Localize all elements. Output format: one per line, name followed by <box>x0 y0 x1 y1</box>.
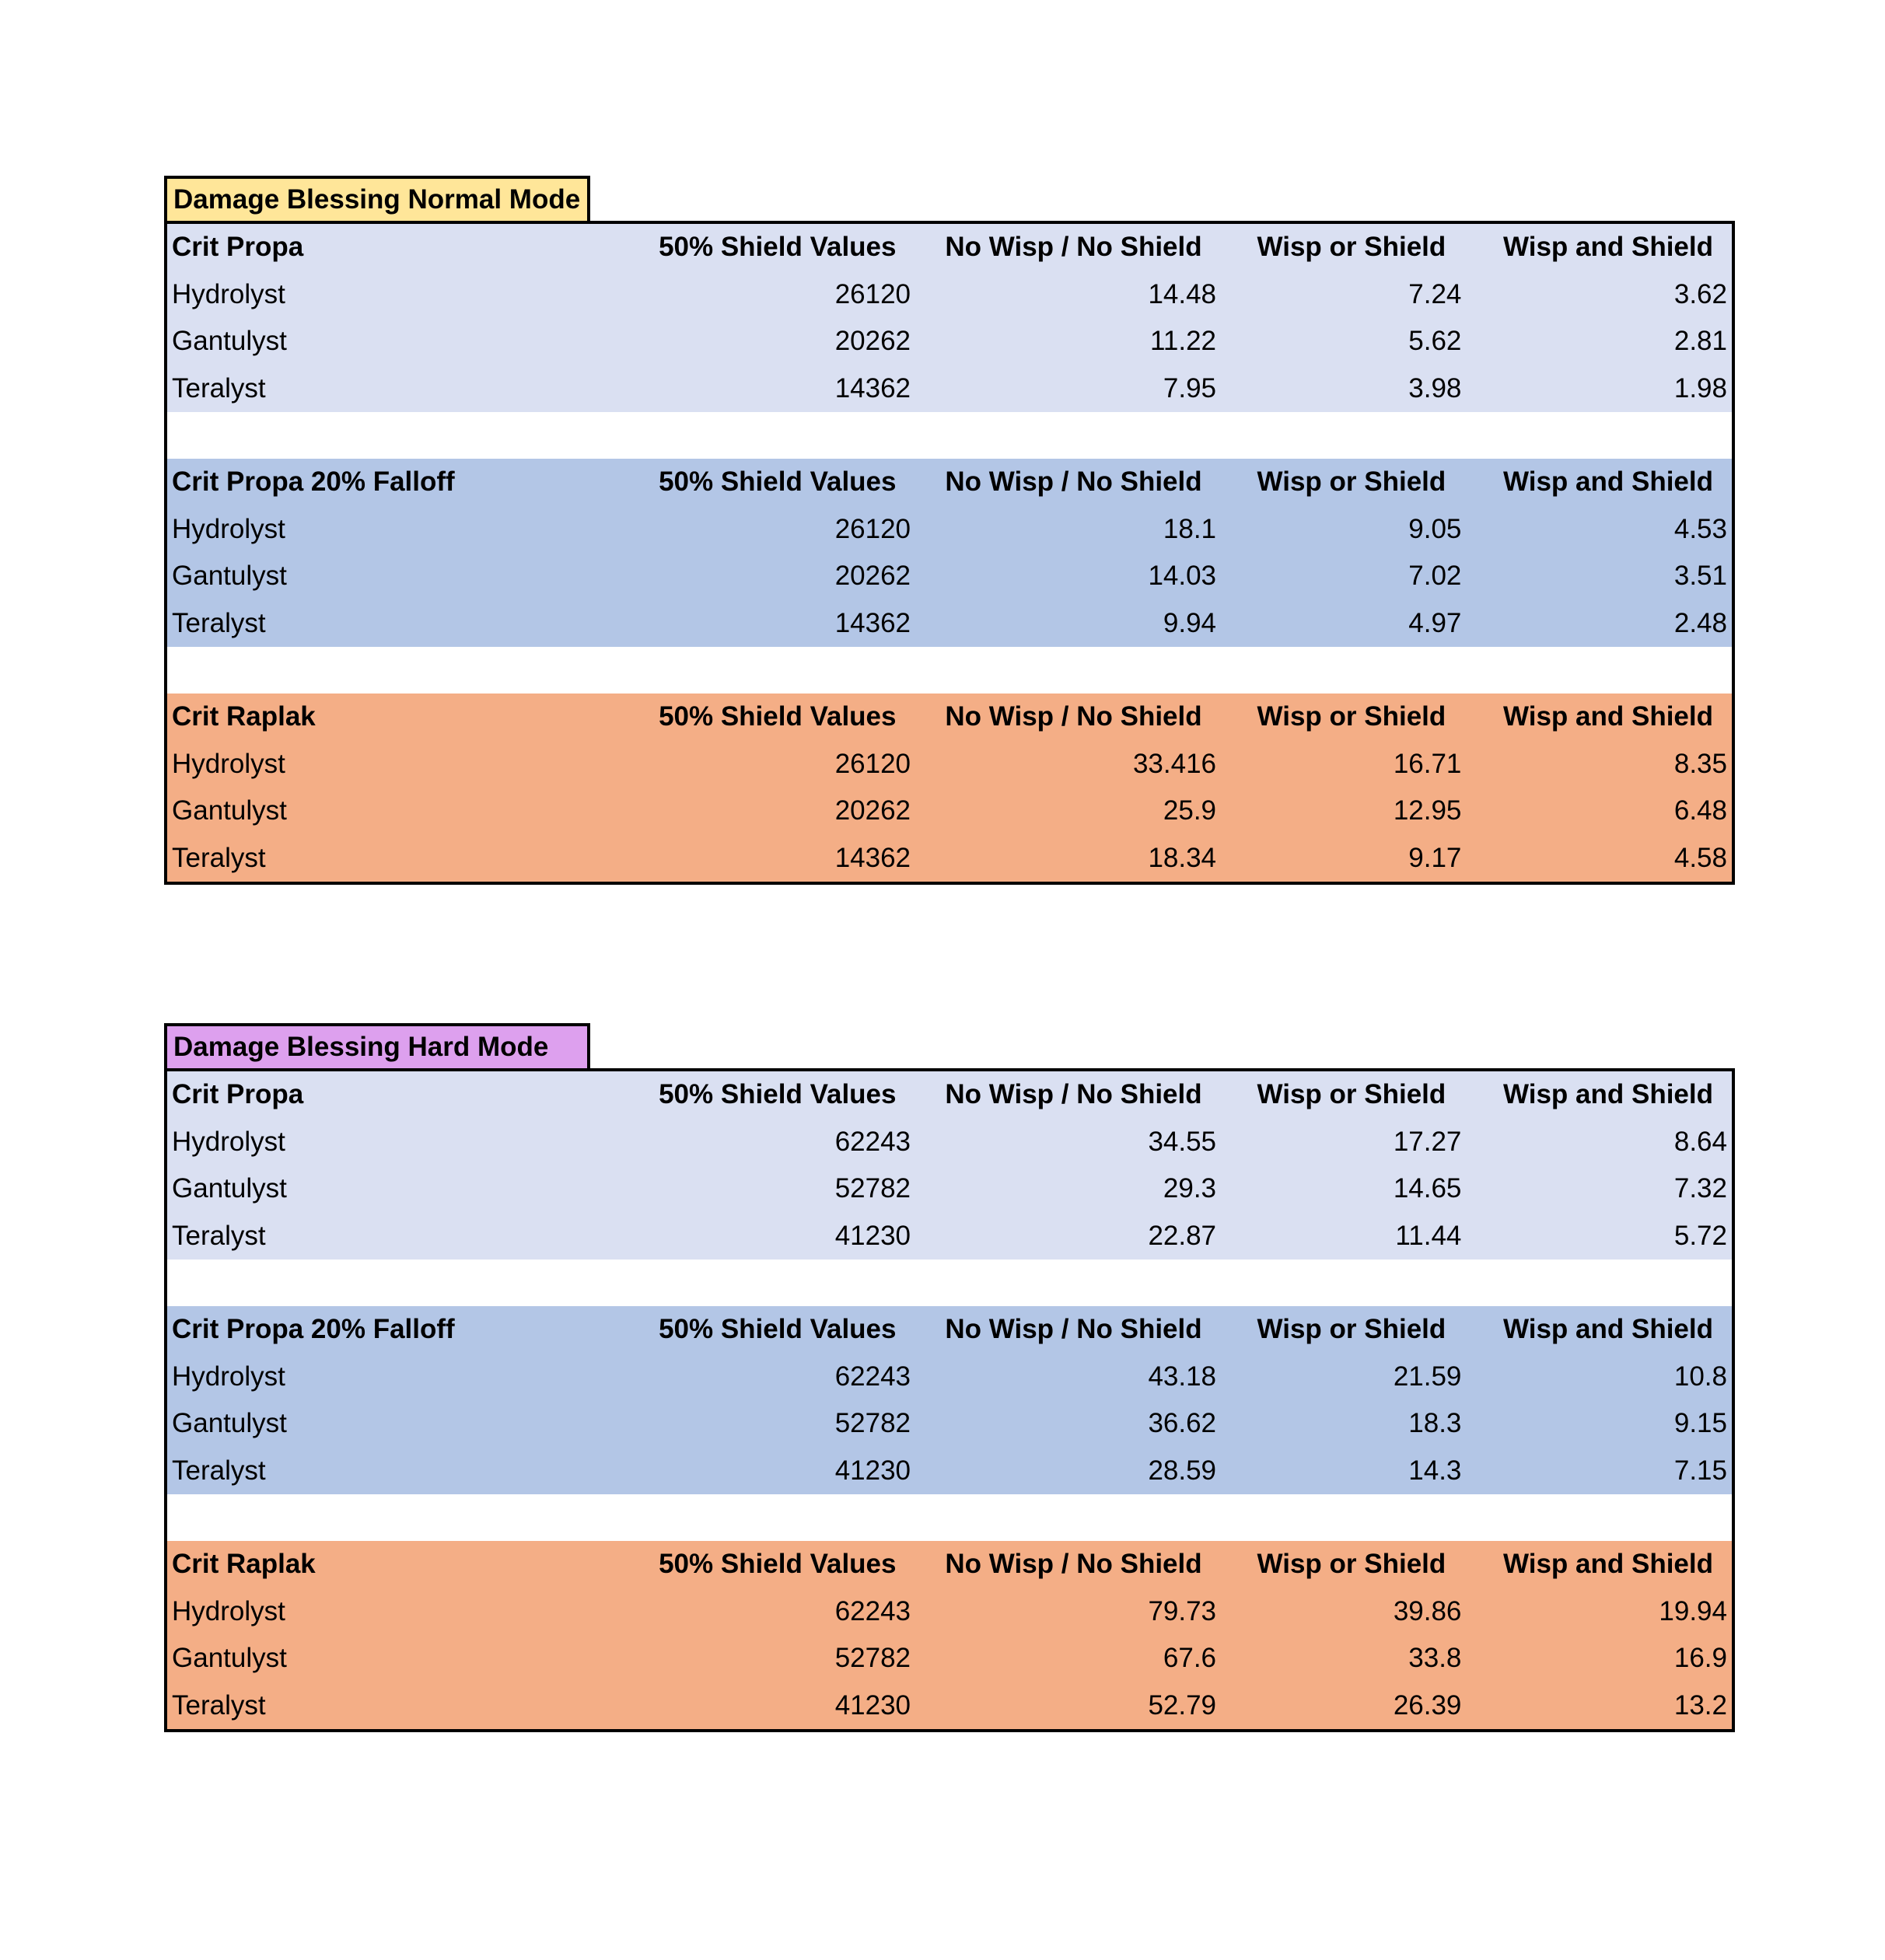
value-cell: 36.62 <box>1148 1408 1217 1439</box>
value-cell: 11.44 <box>1395 1220 1462 1251</box>
value-cell: 79.73 <box>1148 1595 1217 1626</box>
crit-raplak-block <box>167 694 1732 882</box>
block-title-cell: Crit Propa 20% Falloff <box>172 466 455 498</box>
table-row <box>167 1119 1732 1166</box>
value-cell: 62243 <box>834 1126 911 1157</box>
value-cell: 7.15 <box>1673 1455 1727 1486</box>
value-cell: 19.94 <box>1659 1595 1727 1626</box>
table-header-row <box>167 1541 1732 1588</box>
column-header: 50% Shield Values <box>659 466 897 498</box>
value-cell: 9.94 <box>1163 607 1217 638</box>
value-cell: 7.32 <box>1673 1173 1727 1204</box>
boss-name-cell: Gantulyst <box>172 1173 287 1204</box>
value-cell: 2.81 <box>1673 326 1727 357</box>
block-title-cell: Crit Raplak <box>172 1549 316 1580</box>
column-header: 50% Shield Values <box>659 232 897 263</box>
table-row <box>167 1682 1732 1730</box>
value-cell: 52782 <box>834 1408 911 1439</box>
column-header: No Wisp / No Shield <box>945 466 1202 498</box>
value-cell: 29.3 <box>1163 1173 1217 1204</box>
value-cell: 4.58 <box>1673 842 1727 873</box>
table-header-row <box>167 694 1732 741</box>
value-cell: 20262 <box>834 561 911 592</box>
column-header: No Wisp / No Shield <box>945 701 1202 732</box>
column-header: 50% Shield Values <box>659 1549 897 1580</box>
boss-name-cell: Gantulyst <box>172 326 287 357</box>
value-cell: 52782 <box>834 1173 911 1204</box>
value-cell: 18.34 <box>1148 842 1217 873</box>
table-row <box>167 1354 1732 1401</box>
boss-name-cell: Hydrolyst <box>172 1595 285 1626</box>
value-cell: 9.15 <box>1673 1408 1727 1439</box>
boss-name-cell: Teralyst <box>172 1455 266 1486</box>
block-title-cell: Crit Propa 20% Falloff <box>172 1314 455 1345</box>
block-spacer <box>167 412 1732 459</box>
value-cell: 6.48 <box>1673 795 1727 826</box>
boss-name-cell: Hydrolyst <box>172 748 285 779</box>
value-cell: 33.8 <box>1408 1643 1462 1674</box>
table-header-row <box>167 224 1732 271</box>
value-cell: 14.03 <box>1148 561 1217 592</box>
value-cell: 34.55 <box>1148 1126 1217 1157</box>
value-cell: 20262 <box>834 795 911 826</box>
value-cell: 41230 <box>834 1220 911 1251</box>
value-cell: 14.48 <box>1148 278 1217 309</box>
hard-mode-table <box>164 1068 1735 1732</box>
block-title-cell: Crit Propa <box>172 232 304 263</box>
column-header: Wisp and Shield <box>1503 1549 1714 1580</box>
value-cell: 7.95 <box>1163 372 1217 404</box>
block-spacer <box>167 647 1732 694</box>
value-cell: 11.22 <box>1150 326 1217 357</box>
table-row <box>167 553 1732 600</box>
value-cell: 17.27 <box>1393 1126 1462 1157</box>
normal-mode-section <box>164 176 1735 885</box>
table-header-row <box>167 1071 1732 1119</box>
boss-name-cell: Hydrolyst <box>172 278 285 309</box>
boss-name-cell: Teralyst <box>172 607 266 638</box>
value-cell: 4.97 <box>1408 607 1462 638</box>
boss-name-cell: Hydrolyst <box>172 1126 285 1157</box>
table-row <box>167 318 1732 365</box>
value-cell: 14362 <box>834 607 911 638</box>
value-cell: 9.05 <box>1408 513 1462 544</box>
boss-name-cell: Hydrolyst <box>172 513 285 544</box>
table-header-row <box>167 459 1732 506</box>
column-header: Wisp or Shield <box>1257 701 1446 732</box>
block-spacer <box>167 1260 1732 1306</box>
block-title-cell: Crit Propa <box>172 1079 304 1110</box>
value-cell: 41230 <box>834 1455 911 1486</box>
column-header: Wisp and Shield <box>1503 232 1714 263</box>
value-cell: 5.62 <box>1408 326 1462 357</box>
value-cell: 43.18 <box>1148 1361 1217 1392</box>
crit-propa-falloff-block <box>167 459 1732 647</box>
table-row <box>167 835 1732 882</box>
value-cell: 5.72 <box>1673 1220 1727 1251</box>
column-header: No Wisp / No Shield <box>945 1314 1202 1345</box>
column-header: Wisp or Shield <box>1257 232 1446 263</box>
boss-name-cell: Hydrolyst <box>172 1361 285 1392</box>
value-cell: 26120 <box>834 513 911 544</box>
boss-name-cell: Teralyst <box>172 1689 266 1721</box>
column-header: Wisp or Shield <box>1257 1549 1446 1580</box>
value-cell: 2.48 <box>1673 607 1727 638</box>
value-cell: 18.3 <box>1408 1408 1462 1439</box>
value-cell: 14.65 <box>1393 1173 1462 1204</box>
boss-name-cell: Gantulyst <box>172 1408 287 1439</box>
value-cell: 14362 <box>834 372 911 404</box>
column-header: No Wisp / No Shield <box>945 1549 1202 1580</box>
boss-name-cell: Gantulyst <box>172 795 287 826</box>
value-cell: 12.95 <box>1393 795 1462 826</box>
value-cell: 18.1 <box>1163 513 1217 544</box>
boss-name-cell: Teralyst <box>172 842 266 873</box>
block-spacer <box>167 1494 1732 1541</box>
table-row <box>167 1165 1732 1213</box>
value-cell: 13.2 <box>1673 1689 1727 1721</box>
column-header: 50% Shield Values <box>659 1079 897 1110</box>
value-cell: 9.17 <box>1408 842 1462 873</box>
value-cell: 8.64 <box>1673 1126 1727 1157</box>
value-cell: 3.51 <box>1673 561 1727 592</box>
value-cell: 3.98 <box>1408 372 1462 404</box>
crit-propa-block <box>167 1071 1732 1260</box>
column-header: Wisp and Shield <box>1503 1314 1714 1345</box>
crit-propa-block <box>167 224 1732 412</box>
table-row <box>167 788 1732 835</box>
table-row <box>167 271 1732 319</box>
value-cell: 4.53 <box>1673 513 1727 544</box>
value-cell: 14.3 <box>1408 1455 1462 1486</box>
column-header: No Wisp / No Shield <box>945 232 1202 263</box>
value-cell: 16.71 <box>1393 748 1462 779</box>
column-header: Wisp or Shield <box>1257 1314 1446 1345</box>
value-cell: 7.24 <box>1408 278 1462 309</box>
value-cell: 7.02 <box>1408 561 1462 592</box>
table-row <box>167 1400 1732 1448</box>
value-cell: 52782 <box>834 1643 911 1674</box>
value-cell: 3.62 <box>1673 278 1727 309</box>
column-header: Wisp and Shield <box>1503 466 1714 498</box>
column-header: Wisp and Shield <box>1503 1079 1714 1110</box>
value-cell: 26120 <box>834 748 911 779</box>
value-cell: 62243 <box>834 1595 911 1626</box>
value-cell: 26.39 <box>1393 1689 1462 1721</box>
value-cell: 62243 <box>834 1361 911 1392</box>
table-row <box>167 1635 1732 1682</box>
value-cell: 25.9 <box>1163 795 1217 826</box>
value-cell: 28.59 <box>1148 1455 1217 1486</box>
column-header: Wisp or Shield <box>1257 466 1446 498</box>
value-cell: 10.8 <box>1673 1361 1727 1392</box>
value-cell: 14362 <box>834 842 911 873</box>
value-cell: 20262 <box>834 326 911 357</box>
boss-name-cell: Gantulyst <box>172 561 287 592</box>
value-cell: 1.98 <box>1673 372 1727 404</box>
column-header: No Wisp / No Shield <box>945 1079 1202 1110</box>
normal-mode-title: Damage Blessing Normal Mode <box>164 176 590 221</box>
normal-mode-table <box>164 221 1735 885</box>
hard-mode-section <box>164 1023 1735 1732</box>
value-cell: 41230 <box>834 1689 911 1721</box>
column-header: 50% Shield Values <box>659 1314 897 1345</box>
column-header: Wisp or Shield <box>1257 1079 1446 1110</box>
table-header-row <box>167 1306 1732 1354</box>
table-row <box>167 600 1732 648</box>
value-cell: 26120 <box>834 278 911 309</box>
hard-mode-title: Damage Blessing Hard Mode <box>164 1023 590 1068</box>
value-cell: 22.87 <box>1148 1220 1217 1251</box>
boss-name-cell: Teralyst <box>172 1220 266 1251</box>
crit-raplak-block <box>167 1541 1732 1729</box>
table-row <box>167 506 1732 554</box>
table-row <box>167 1213 1732 1260</box>
value-cell: 39.86 <box>1393 1595 1462 1626</box>
column-header: 50% Shield Values <box>659 701 897 732</box>
crit-propa-falloff-block <box>167 1306 1732 1494</box>
table-row <box>167 1448 1732 1495</box>
value-cell: 21.59 <box>1393 1361 1462 1392</box>
value-cell: 67.6 <box>1163 1643 1217 1674</box>
column-header: Wisp and Shield <box>1503 701 1714 732</box>
boss-name-cell: Teralyst <box>172 372 266 404</box>
table-row <box>167 365 1732 413</box>
block-title-cell: Crit Raplak <box>172 701 316 732</box>
table-row <box>167 741 1732 788</box>
boss-name-cell: Gantulyst <box>172 1643 287 1674</box>
value-cell: 8.35 <box>1673 748 1727 779</box>
value-cell: 33.416 <box>1132 748 1217 779</box>
value-cell: 16.9 <box>1673 1643 1727 1674</box>
table-row <box>167 1588 1732 1636</box>
value-cell: 52.79 <box>1148 1689 1217 1721</box>
